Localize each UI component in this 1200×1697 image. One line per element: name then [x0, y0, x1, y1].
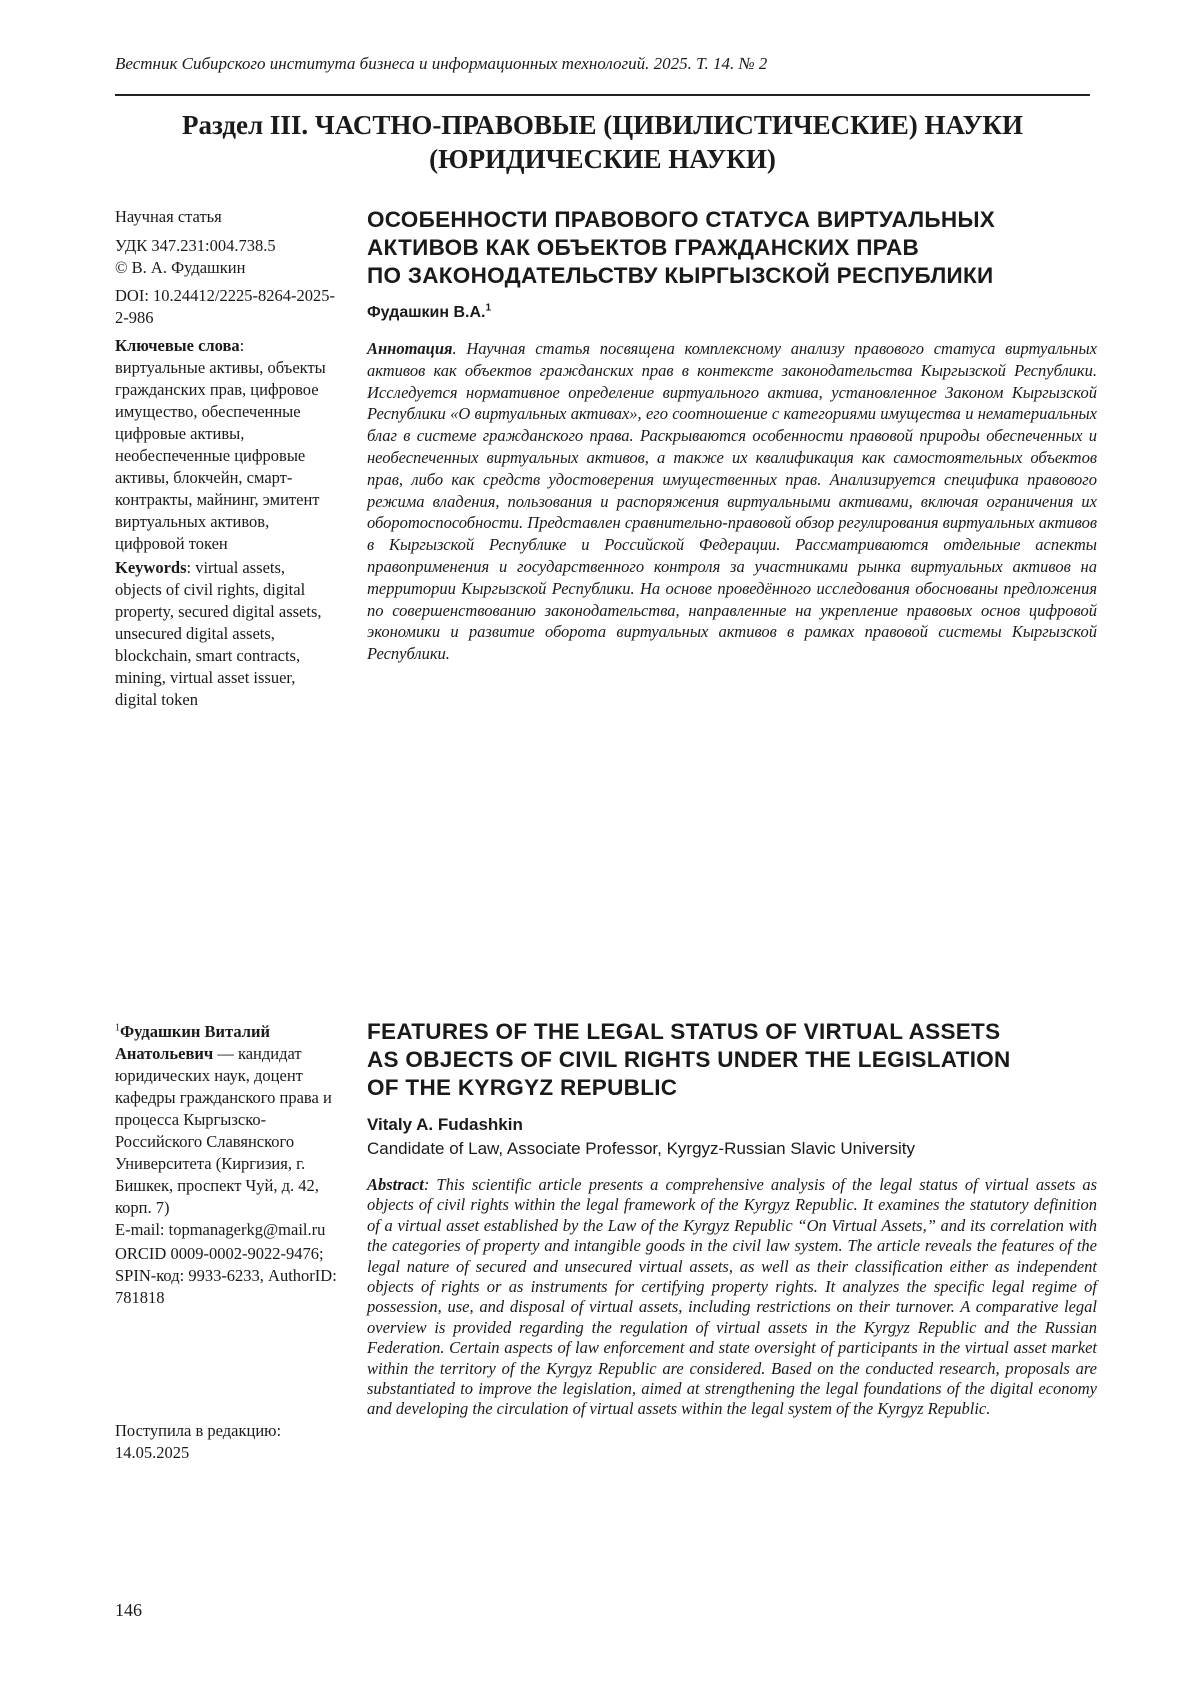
ru-title-line: ПО ЗАКОНОДАТЕЛЬСТВУ КЫРГЫЗСКОЙ РЕСПУБЛИКИ: [367, 262, 1097, 290]
en-title-line: FEATURES OF THE LEGAL STATUS OF VIRTUAL ASSETS: [367, 1018, 1097, 1046]
keywords-ru-label: Ключевые слова: [115, 336, 240, 355]
ru-article-block: [367, 206, 1097, 665]
author-full-name: Фудашкин Виталий Анатольевич: [115, 1022, 270, 1063]
article-metadata: [115, 206, 335, 711]
author-email: E-mail: topmanagerkg@mail.ru: [115, 1219, 340, 1241]
ru-author: [367, 304, 1097, 322]
author-details: — кандидат юридических наук, доцент кафедры гражданского права и процесса Кыргызско-Российского Славянского Университета (Киргизия, г. Бишкек, проспект Чуй, д. 42, корп. 7): [115, 1044, 332, 1217]
ru-abstract-text: . Научная статья посвящена комплексному анализу правового статуса виртуальных активов как объектов гражданских прав в контексте законодательства Кыргызской Республики. Исследуется нормативное определение виртуального актива, установленное Законом Кыргызской Республики «О виртуальных активах», его соотношение с категориями имущества и нематериальных благ в системе гражданского права. Раскрываются особенности правовой природы обеспеченных и необеспеченных виртуальных активов, а также их квалификация как самостоятельных объектов прав, либо как средств удостоверения имущественных прав. Анализируется специфика правового режима владения, пользования и распоряжения виртуальными активами, включая ограничения их оборотоспособности. Представлен сравнительно-правовой обзор регулирования виртуальных активов в Кыргызской Республике и Российской Федерации. Рассматриваются отдельные аспекты правоприменения и государственного контроля за участниками рынка виртуальных активов на территории Кыргызской Республики. На основе проведённого исследования обоснованы предложения по совершенствованию законодательства, направленные на укрепление правовых основ цифровой экономики и развитие оборота виртуальных активов в рамках правовой системы Кыргызской Республики.: [367, 339, 1097, 663]
copyright-line: © В. А. Фудашкин: [115, 257, 335, 279]
en-affiliation: Candidate of Law, Associate Professor, Kyrgyz-Russian Slavic University: [367, 1139, 1097, 1159]
received-info: [115, 1420, 335, 1464]
article-type: Научная статья: [115, 206, 335, 228]
author-info-text: [115, 1021, 340, 1219]
header-rule: [115, 94, 1090, 96]
received-date: 14.05.2025: [115, 1442, 335, 1464]
journal-running-header: Вестник Сибирского института бизнеса и информационных технологий. 2025. Т. 14. № 2: [115, 54, 1095, 74]
ru-title-line: АКТИВОВ КАК ОБЪЕКТОВ ГРАЖДАНСКИХ ПРАВ: [367, 234, 1097, 262]
section-title-line: Раздел III. ЧАСТНО-ПРАВОВЫЕ (ЦИВИЛИСТИЧЕСКИЕ) НАУКИ: [115, 108, 1090, 142]
keywords-en: [115, 557, 335, 711]
keywords-en-label: Keywords: [115, 558, 187, 577]
author-identifiers: ORCID 0009-0002-9022-9476; SPIN-код: 9933-6233, AuthorID: 781818: [115, 1243, 340, 1309]
ru-author-name: Фудашкин В.А.: [367, 304, 486, 321]
en-abstract-label: Abstract: [367, 1175, 424, 1194]
author-info: [115, 1021, 340, 1309]
page-number: 146: [115, 1600, 142, 1621]
author-footnote-mark: 1: [115, 1023, 120, 1034]
section-title: [115, 108, 1090, 176]
ru-article-title: [367, 206, 1097, 290]
en-title-line: AS OBJECTS OF CIVIL RIGHTS UNDER THE LEGISLATION: [367, 1046, 1097, 1074]
keywords-ru-text: : виртуальные активы, объекты гражданских прав, цифровое имущество, обеспеченные цифровые активы, необеспеченные цифровые активы, блокчейн, смарт-контракты, майнинг, эмитент виртуальных активов, цифровой токен: [115, 336, 326, 553]
doi-line: DOI: 10.24412/2225-8264-2025-2-986: [115, 285, 335, 329]
en-article-block: [367, 1018, 1097, 1420]
ru-abstract: [367, 338, 1097, 665]
en-title-line: OF THE KYRGYZ REPUBLIC: [367, 1074, 1097, 1102]
ru-abstract-label: Аннотация: [367, 339, 453, 358]
en-abstract-text: : This scientific article presents a comprehensive analysis of the legal status of virtual assets as objects of civil rights within the legal framework of the Kyrgyz Republic. It examines the statutory definition of a virtual asset established by the Law of the Kyrgyz Republic “On Virtual Assets,” and its correlation with the categories of property and intangible goods in the civil law system. The article reveals the features of the legal nature of secured and unsecured virtual assets, as well as their classification either as independent objects of rights or as instruments for certifying property rights. It analyzes the specific legal regime of possession, use, and disposal of virtual assets, including restrictions on their turnover. A comparative legal overview is provided regarding the regulation of virtual assets in the Kyrgyz Republic and the Russian Federation. Certain aspects of law enforcement and state oversight of participants in the virtual asset market within the territory of the Kyrgyz Republic are considered. Based on the conducted research, proposals are substantiated to improve the legislation, aimed at strengthening the legal foundations of the digital economy and developing the circulation of virtual assets within the legal system of the Kyrgyz Republic.: [367, 1175, 1097, 1418]
en-author: Vitaly A. Fudashkin: [367, 1115, 1097, 1135]
en-article-title: [367, 1018, 1097, 1102]
en-abstract: [367, 1175, 1097, 1420]
ru-title-line: ОСОБЕННОСТИ ПРАВОВОГО СТАТУСА ВИРТУАЛЬНЫХ: [367, 206, 1097, 234]
keywords-en-text: : virtual assets, objects of civil rights, digital property, secured digital assets, unsecured digital assets, blockchain, smart contracts, mining, virtual asset issuer, digital token: [115, 558, 322, 709]
section-title-line: (ЮРИДИЧЕСКИЕ НАУКИ): [115, 142, 1090, 176]
ru-author-footnote-mark: 1: [486, 303, 492, 314]
received-label: Поступила в редакцию:: [115, 1420, 335, 1442]
udc-code: УДК 347.231:004.738.5: [115, 235, 335, 257]
keywords-ru: [115, 335, 335, 555]
